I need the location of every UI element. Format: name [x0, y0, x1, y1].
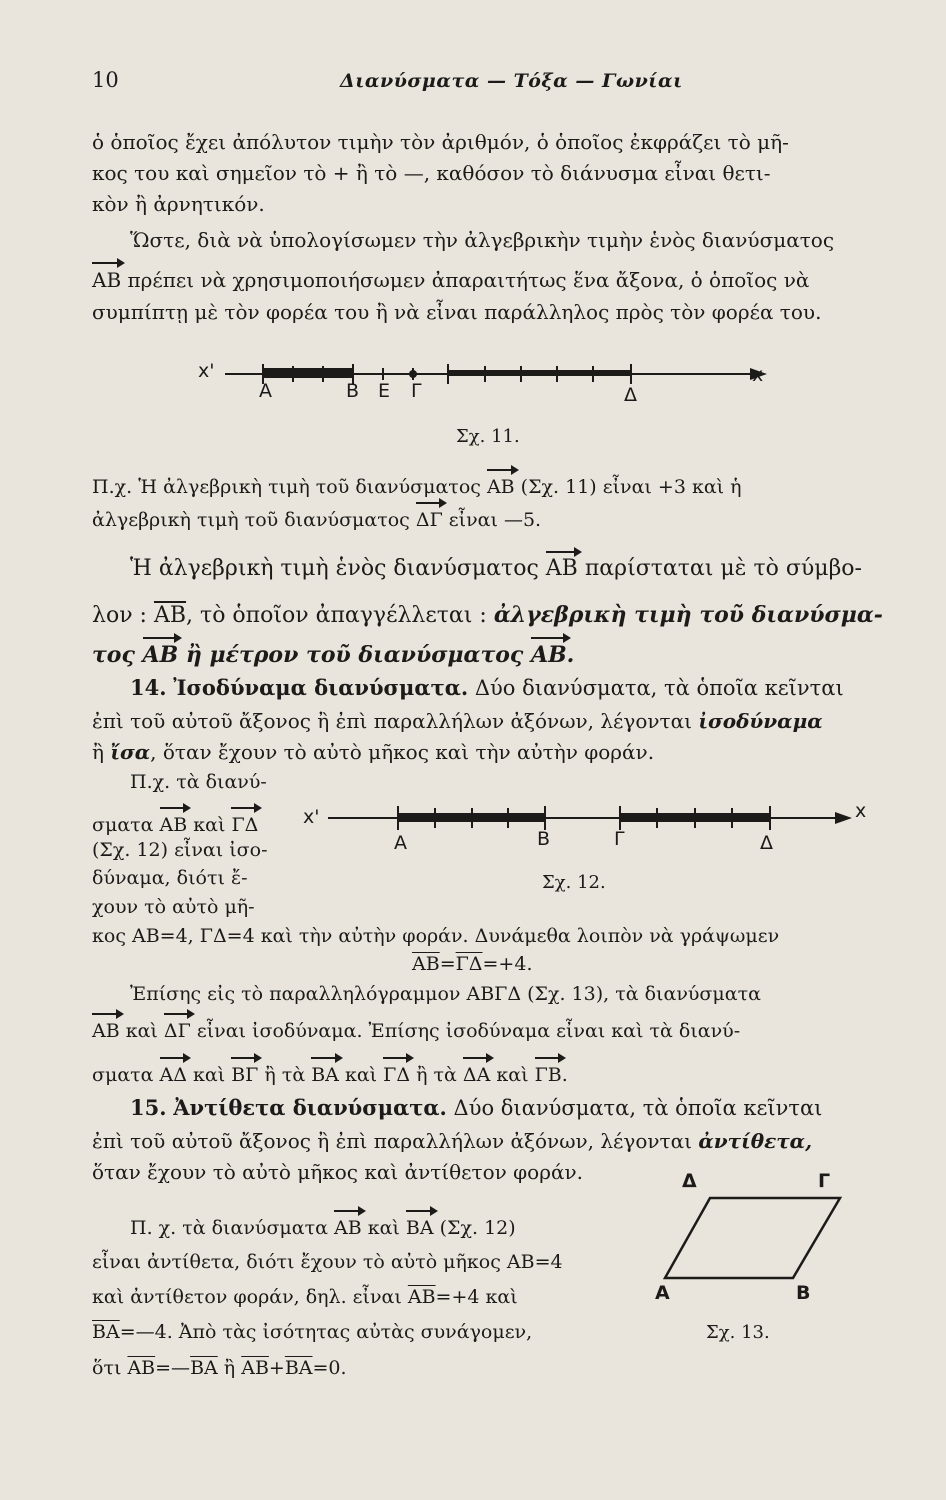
text-span: ἢ	[92, 740, 111, 764]
point-label: A	[259, 380, 272, 402]
axis-label-xneg: x'	[303, 806, 320, 828]
text-line	[92, 1129, 812, 1153]
text-span: Π. χ. τὰ διανύσματα	[130, 1217, 334, 1239]
point-label: E	[378, 380, 391, 402]
text-span: =0.	[312, 1357, 347, 1379]
vector-symbol: AΔ	[159, 1064, 187, 1086]
point-label: B	[346, 380, 360, 402]
text-span: Ἡ ἀλγεβρικὴ τιμὴ ἑνὸς διανύσματος	[130, 556, 546, 581]
algebraic-value-symbol: $\overline{BA}$	[92, 1321, 120, 1343]
vector-symbol: ΔΓ	[163, 1020, 191, 1042]
figure-caption: Σχ. 12.	[542, 872, 606, 893]
axis-label-x: x	[752, 364, 764, 386]
vector-symbol: AB	[92, 268, 122, 292]
figure-11-axis	[195, 350, 795, 410]
text-span: εἶναι ἰσοδύναμα. Ἐπίσης ἰσοδύναμα εἶναι καὶ τὰ διανύ-	[190, 1020, 741, 1042]
figure-12-axis	[300, 796, 860, 846]
section-14-heading-line	[130, 676, 844, 700]
text-line	[92, 740, 654, 764]
text-span: λον :	[92, 603, 154, 628]
vector-symbol: AB	[159, 814, 188, 836]
point-label: Γ	[614, 828, 625, 850]
emphasis-text: ἢ μέτρον τοῦ διανύσματος	[178, 642, 531, 668]
text-line: ὁ ὁποῖος ἔχει ἀπόλυτον τιμὴν τὸν ἀριθμόν, ὁ ὁποῖος ἐκφράζει τὸ μῆ-	[92, 130, 789, 154]
text-span: =+4 καὶ	[435, 1286, 518, 1308]
text-line: (Σχ. 12) εἶναι ἰσο-	[92, 839, 268, 861]
text-span: καὶ	[338, 1064, 384, 1086]
text-span: , ὅταν ἔχουν τὸ αὐτὸ μῆκος καὶ τὴν αὐτὴν φοράν.	[150, 740, 655, 764]
text-line: Ἐπίσης εἰς τὸ παραλληλόγραμμον ΑΒΓΔ (Σχ. 13), τὰ διανύσματα	[130, 983, 761, 1005]
emphasis-text: .	[566, 642, 575, 668]
text-line	[92, 1285, 518, 1309]
algebraic-value-symbol: $\overline{BA}$	[284, 1357, 313, 1379]
text-line	[92, 813, 258, 837]
text-span: ἢ	[217, 1357, 242, 1379]
text-span: , τὸ ὁποῖον ἀπαγγέλλεται :	[186, 603, 494, 628]
text-span: +	[268, 1357, 285, 1379]
axis-label-xneg: x'	[198, 360, 215, 382]
text-span: =+4.	[482, 953, 533, 975]
text-line	[92, 643, 574, 668]
text-span: ἢ τὰ	[258, 1064, 312, 1086]
text-span: ἐπὶ τοῦ αὐτοῦ ἄξονος ἢ ἐπὶ παραλλήλων ἀξόνων, λέγονται	[92, 1129, 699, 1153]
text-span: καὶ	[186, 1064, 232, 1086]
vector-symbol: BA	[405, 1217, 434, 1239]
algebraic-value-symbol: $\overline{\Gamma\Delta}$	[455, 953, 483, 975]
parallelogram-shape	[665, 1198, 840, 1278]
text-line	[92, 508, 541, 532]
text-line: ὅταν ἔχουν τὸ αὐτὸ μῆκος καὶ ἀντίθετον φοράν.	[92, 1160, 583, 1184]
text-span: ἢ τὰ	[410, 1064, 463, 1086]
vertex-label: Γ	[818, 1170, 831, 1192]
vector-symbol: BΓ	[231, 1064, 259, 1086]
text-span: Δύο διανύσματα, τὰ ὁποῖα κεῖνται	[446, 1096, 823, 1120]
point-label: Γ	[411, 380, 422, 402]
text-line	[92, 1019, 740, 1043]
vector-symbol: ΓΔ	[231, 814, 259, 836]
vertex-label: B	[796, 1282, 811, 1304]
text-line: Ὥστε, διὰ νὰ ὑπολογίσωμεν τὴν ἀλγεβρικὴν τιμὴν ἑνὸς διανύσματος	[130, 228, 835, 252]
text-line	[92, 475, 742, 499]
emphasis-text: ἰσοδύναμα	[698, 709, 823, 733]
vector-symbol: AB	[545, 556, 578, 581]
text-span: καὶ	[119, 1020, 164, 1042]
text-line: Π.χ. τὰ διανύ-	[130, 771, 267, 793]
page-number: 10	[92, 68, 119, 92]
emphasis-text: ἴσα	[110, 740, 151, 764]
figure-13-parallelogram	[655, 1180, 855, 1300]
text-line	[92, 1320, 532, 1344]
point-label: Δ	[760, 832, 773, 854]
text-line	[92, 709, 823, 733]
point-label: B	[537, 828, 551, 850]
vector-symbol: AB	[486, 476, 515, 498]
section-15-heading-line	[130, 1096, 822, 1120]
text-span: .	[561, 1064, 568, 1086]
text-line	[92, 1063, 568, 1087]
text-line	[92, 1356, 347, 1380]
running-title: Διανύσματα — Τόξα — Γωνίαι	[340, 70, 683, 92]
text-line	[130, 557, 862, 581]
text-line: κὸν ἢ ἀρνητικόν.	[92, 192, 265, 216]
vector-symbol: ΓΔ	[383, 1064, 411, 1086]
text-span: ἀλγεβρικὴ τιμὴ τοῦ διανύσματος	[92, 509, 416, 531]
emphasis-text: τος	[92, 642, 143, 668]
axis-label-x: x	[855, 800, 867, 822]
text-line	[92, 603, 883, 628]
axis-arrowhead	[835, 812, 852, 824]
text-span: =—4. Ἀπὸ τὰς ἰσότητας αὐτὰς συνάγομεν,	[119, 1321, 533, 1343]
text-line: εἶναι ἀντίθετα, διότι ἔχουν τὸ αὐτὸ μῆκος AB=4	[92, 1251, 563, 1273]
text-span: σματα	[92, 1064, 160, 1086]
vertex-label: A	[655, 1282, 670, 1304]
vertex-label: Δ	[682, 1170, 697, 1192]
equation-line	[412, 952, 532, 976]
text-line: συμπίπτῃ μὲ τὸν φορέα του ἢ νὰ εἶναι παράλληλος πρὸς τὸν φορέα του.	[92, 300, 822, 324]
vector-symbol: AB	[531, 642, 567, 668]
text-span: Π.χ. Ἡ ἀλγεβρικὴ τιμὴ τοῦ διανύσματος	[92, 476, 487, 498]
vector-ab-thick	[263, 368, 353, 378]
text-line: κος AB=4, ΓΔ=4 καὶ τὴν αὐτὴν φοράν. Δυνάμεθα λοιπὸν νὰ γράψωμεν	[92, 925, 780, 947]
point-label: A	[394, 832, 407, 854]
text-span: καὶ	[361, 1217, 406, 1239]
text-line: κος του καὶ σημεῖον τὸ + ἢ τὸ —, καθόσον τὸ διάνυσμα εἶναι θετι-	[92, 161, 771, 185]
text-span: πρέπει νὰ χρησιμοποιήσωμεν ἀπαραιτήτως ἕνα ἄξονα, ὁ ὁποῖος νὰ	[121, 268, 810, 292]
section-number: 15.	[130, 1095, 167, 1120]
vector-symbol: ΔΓ	[415, 509, 443, 531]
section-number: 14.	[130, 675, 167, 700]
text-span: (Σχ. 12)	[433, 1217, 516, 1239]
figure-caption: Σχ. 11.	[456, 426, 520, 447]
vector-symbol: ΔA	[462, 1064, 491, 1086]
section-title: Ἰσοδύναμα διανύσματα.	[173, 675, 469, 700]
emphasis-text: ἀντίθετα,	[698, 1129, 813, 1153]
text-line: χουν τὸ αὐτὸ μῆ-	[92, 896, 255, 918]
algebraic-value-symbol: $\overline{AB}$	[153, 603, 187, 628]
text-span: σματα	[92, 814, 160, 836]
section-title: Ἀντίθετα διανύσματα.	[173, 1095, 447, 1120]
text-span: ἐπὶ τοῦ αὐτοῦ ἄξονος ἢ ἐπὶ παραλλήλων ἀξόνων, λέγονται	[92, 709, 699, 733]
algebraic-value-symbol: $\overline{AB}$	[412, 953, 440, 975]
text-span: =—	[155, 1357, 191, 1379]
vector-symbol: AB	[333, 1217, 362, 1239]
text-span: ὅτι	[92, 1357, 128, 1379]
vector-symbol: BA	[311, 1064, 339, 1086]
emphasis-text: ἀλγεβρικὴ τιμὴ τοῦ διανύσμα-	[493, 602, 883, 628]
algebraic-value-symbol: $\overline{BA}$	[190, 1357, 218, 1379]
point-label: Δ	[624, 384, 637, 406]
vector-symbol: AB	[142, 642, 179, 668]
algebraic-value-symbol: $\overline{AB}$	[241, 1357, 269, 1379]
text-span: καὶ	[187, 814, 232, 836]
algebraic-value-symbol: $\overline{AB}$	[407, 1286, 436, 1308]
text-span: παρίσταται μὲ τὸ σύμβο-	[577, 556, 862, 581]
text-span: εἶναι —5.	[442, 509, 542, 531]
algebraic-value-symbol: $\overline{AB}$	[127, 1357, 156, 1379]
text-span: =	[439, 953, 456, 975]
vector-symbol: ΓB	[534, 1064, 562, 1086]
text-line: δύναμα, διότι ἔ-	[92, 867, 248, 889]
figure-caption: Σχ. 13.	[706, 1322, 770, 1343]
text-span: (Σχ. 11) εἶναι +3 καὶ ἡ	[514, 476, 742, 498]
text-span: καὶ ἀντίθετον φοράν, δηλ. εἶναι	[92, 1286, 408, 1308]
vector-symbol: AB	[92, 1020, 120, 1042]
text-span: Δύο διανύσματα, τὰ ὁποῖα κεῖνται	[468, 676, 844, 700]
text-span: καὶ	[490, 1064, 535, 1086]
origin-point	[409, 370, 417, 378]
text-line	[130, 1216, 516, 1240]
vector-dg-thick	[448, 370, 631, 376]
text-line	[92, 268, 809, 292]
